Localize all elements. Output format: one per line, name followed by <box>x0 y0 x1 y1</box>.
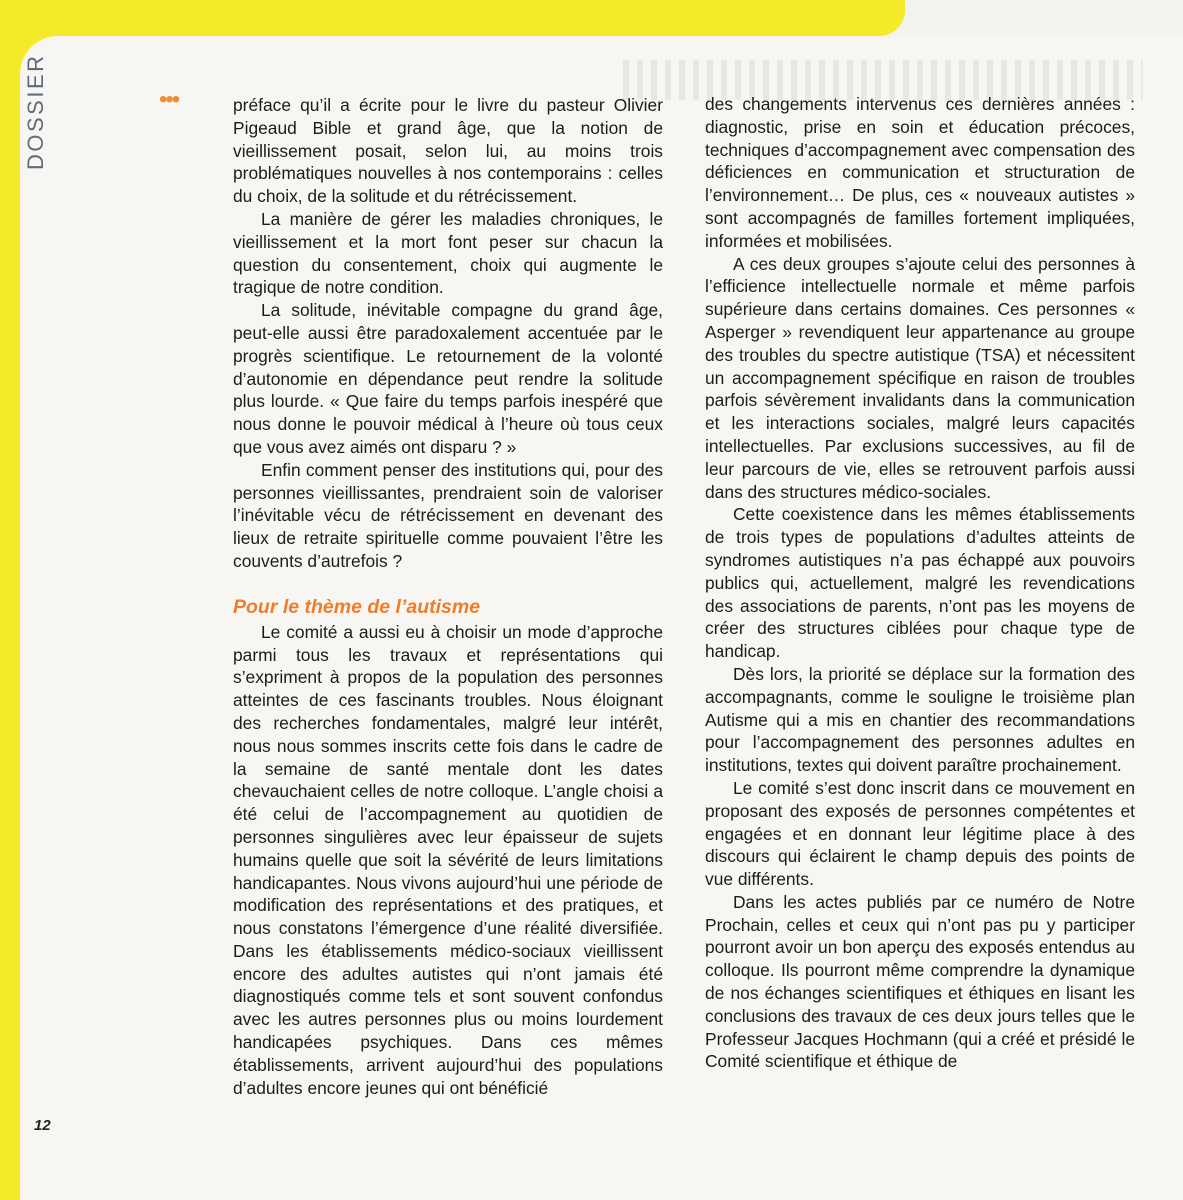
paragraph: Le comité s’est donc inscrit dans ce mouvement en proposant des exposés de personnes compétentes et engagées et en donnant leur légitime place à des discours qui éclairent le champ depuis des points de vue différents. <box>705 777 1135 890</box>
section-label: DOSSIER <box>23 53 48 171</box>
paragraph: préface qu’il a écrite pour le livre du pasteur Olivier Pigeaud Bible et grand âge, que la notion de vieillissement posait, selon lui, au moins trois problématiques nouvelles à nos contemporains : celles du choix, de la solitude et du rétrécissement. <box>233 95 663 207</box>
paragraph: Enfin comment penser des institutions qui, pour des personnes vieillissantes, prendraient soin de valoriser l’inévitable vécu de rétrécissement en devenant des lieux de retraite spirituelle comme pouvaient l’être les couvents d’autrefois ? <box>233 459 663 571</box>
text-column-right <box>705 93 1135 1073</box>
paragraph: A ces deux groupes s’ajoute celui des personnes à l’efficience intellectuelle normale et même parfois supérieure dans certains domaines. Ces personnes « Asperger » revendiquent leur appartenance au groupe des troubles du spectre autistique (TSA) et nécessitent un accompagnement spécifique en raison de troubles parfois sévèrement invalidants dans la communication et les interactions sociales, malgré leurs capacités intellectuelles. Par exclusions successives, au fil de leur parcours de vie, elles se retrouvent parfois aussi dans des structures médico-sociales. <box>705 253 1135 502</box>
paragraph: des changements intervenus ces dernières années : diagnostic, prise en soin et éducation précoces, techniques d’accompagnement avec compensation des déficiences en communication et structuration de l’environnement… De plus, ces « nouveaux autistes » sont accompagnés de familles fortement impliquées, informées et mobilisées. <box>705 94 1135 251</box>
paragraph: La solitude, inévitable compagne du grand âge, peut-elle aussi être paradoxalement accentuée par le progrès scientifique. Le retournement de la volonté d’autonomie en dépendance peut rendre la solitude plus lourde. « Que faire du temps parfois inespéré que nous donne le pouvoir médical à l’heure où tous ceux que vous avez aimés ont disparu ? » <box>233 300 663 457</box>
paragraph: Dès lors, la priorité se déplace sur la formation des accompagnants, comme le souligne le troisième plan Autisme qui a mis en chantier des recommandations pour l’accompagnement des personnes adultes en institutions, textes qui doivent paraître prochainement. <box>705 663 1135 776</box>
continuation-marker: ••• <box>159 86 179 113</box>
paragraph: Dans les actes publiés par ce numéro de Notre Prochain, celles et ceux qui n’ont pas pu y participer pourront avoir un bon aperçu des exposés entendus au colloque. Ils pourront même comprendre la dynamique de nos échanges scientifiques et éthiques en lisant les conclusions des travaux de ces deux jours telles que le Professeur Jacques Hochmann (qui a créé et présidé le Comité scientifique et éthique de <box>705 891 1135 1072</box>
subheading: Pour le thème de l’autisme <box>233 595 481 618</box>
text-column-left <box>233 94 663 1099</box>
paragraph: La manière de gérer les maladies chroniques, le vieillissement et la mort font peser sur chacun la question du consentement, choix qui augmente le tragique de notre condition. <box>233 208 663 298</box>
yellow-top-band <box>0 0 905 36</box>
paragraph: Cette coexistence dans les mêmes établissements de trois types de populations d’adultes atteints de syndromes autistiques n’a pas échappé aux pouvoirs publics qui, actuellement, malgré les revendications des associations de parents, n’ont pas les moyens de créer des structures ciblées pour chaque type de handicap. <box>705 504 1135 662</box>
page-number: 12 <box>34 1117 51 1134</box>
paragraph: Le comité a aussi eu à choisir un mode d’approche parmi tous les travaux et représentations qui s’expriment à propos de la population des personnes atteintes de ces fascinants troubles. Nous éloignant des recherches fondamentales, malgré leur intérêt, nous nous sommes inscrits cette fois dans le cadre de la semaine de santé mentale dont les dates chevauchaient celles de notre colloque. L’angle choisi a été celui de l’accompagnement au quotidien de personnes singulières avec leur épaisseur de sujets humains quelle que soit la sévérité de leurs limitations handicapantes. Nous vivons aujourd’hui une période de modification des représentations et des pratiques, et nous constatons l’émergence d’une réalité diversifiée. Dans les établissements médico-sociaux vieillissent encore des adultes autistes qui n’ont jamais été diagnostiqués comme tels et sont souvent confondus avec les autres personnes plus ou moins lourdement handicapées psychiques. Dans ces mêmes établissements, arrivent aujourd’hui des populations d’adultes encore jeunes qui ont bénéficié <box>233 621 663 1098</box>
